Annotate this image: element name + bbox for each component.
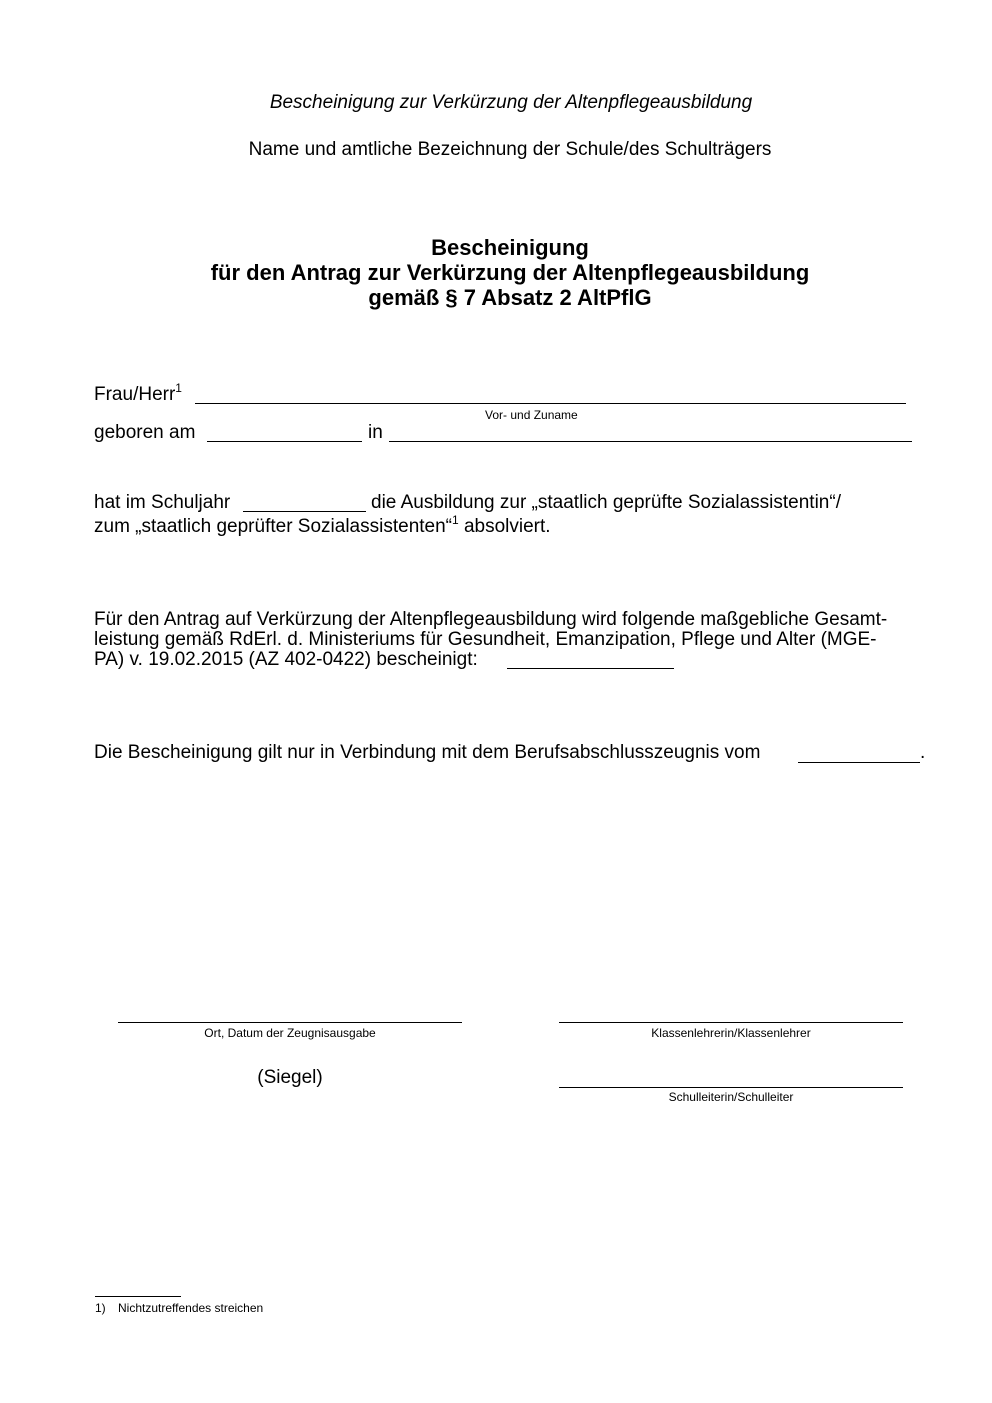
school-name-label: Name und amtliche Bezeichnung der Schule/des Schulträgers — [248, 139, 772, 160]
paragraph-line-1: Für den Antrag auf Verkürzung der Altenpflegeausbildung wird folgende maßgebliche Gesamt- — [94, 609, 888, 630]
name-field-line[interactable] — [195, 403, 906, 404]
footnote-ref: 1 — [452, 513, 459, 527]
training-text: die Ausbildung zur „staatlich geprüfte Sozialassistentin“/ — [371, 492, 841, 513]
footnote-number: 1) — [95, 1301, 106, 1315]
validity-period: . — [920, 742, 926, 763]
footnote-ref: 1 — [175, 381, 182, 395]
training-title: zum „staatlich geprüfter Sozialassistenten“ — [94, 516, 452, 537]
title-line-2: für den Antrag zur Verkürzung der Altenpflegeausbildung — [210, 260, 810, 285]
training-text-2 — [94, 513, 551, 537]
place-date-signature-line[interactable] — [118, 1022, 462, 1023]
teacher-signature-line[interactable] — [559, 1022, 903, 1023]
born-label: geboren am — [94, 422, 196, 443]
place-date-caption: Ort, Datum der Zeugnisausgabe — [204, 1026, 376, 1040]
birthplace-field-line[interactable] — [389, 441, 912, 442]
paragraph-line-3: PA) v. 19.02.2015 (AZ 402-0422) bescheinigt: — [94, 649, 478, 670]
validity-text: Die Bescheinigung gilt nur in Verbindung mit dem Berufsabschlusszeugnis vom — [94, 742, 761, 763]
completed-text: absolviert. — [463, 516, 551, 537]
name-caption: Vor- und Zuname — [485, 408, 578, 422]
footnote-separator — [95, 1296, 181, 1297]
seal-placeholder: (Siegel) — [257, 1067, 323, 1088]
schoolyear-label: hat im Schuljahr — [94, 492, 231, 513]
title-line-3: gemäß § 7 Absatz 2 AltPflG — [368, 285, 652, 310]
salutation-label — [94, 381, 182, 405]
title-line-1: Bescheinigung — [431, 235, 589, 260]
birthdate-field-line[interactable] — [207, 441, 362, 442]
salutation-text: Frau/Herr — [94, 384, 176, 405]
paragraph-line-2: leistung gemäß RdErl. d. Ministeriums für Gesundheit, Emanzipation, Pflege und Alter (MGE- — [94, 629, 877, 650]
grade-field-line[interactable] — [507, 668, 674, 669]
teacher-caption: Klassenlehrerin/Klassenlehrer — [651, 1026, 811, 1040]
principal-signature-line[interactable] — [559, 1087, 903, 1088]
birthplace-label: in — [368, 422, 383, 443]
certificate-date-field-line[interactable] — [798, 762, 920, 763]
document-subtitle: Bescheinigung zur Verkürzung der Altenpflegeausbildung — [269, 92, 753, 113]
principal-caption: Schulleiterin/Schulleiter — [668, 1090, 794, 1104]
schoolyear-field-line[interactable] — [243, 511, 366, 512]
footnote-text: Nichtzutreffendes streichen — [118, 1301, 264, 1315]
